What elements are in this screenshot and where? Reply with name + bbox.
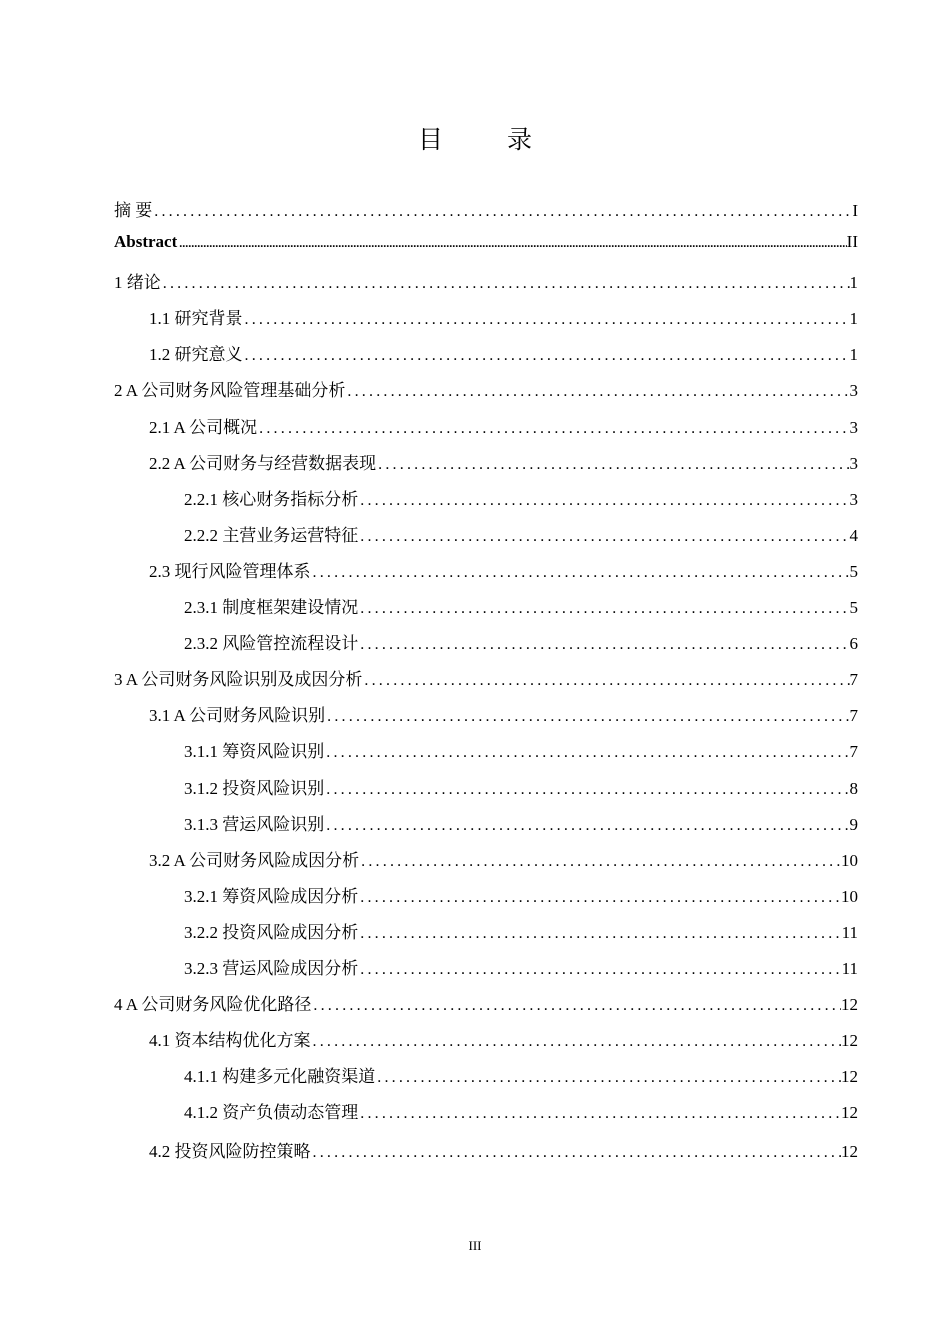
toc-entry-text: 2.2.1 核心财务指标分析 bbox=[184, 489, 359, 509]
toc-entry-text: 2.2 A 公司财务与经营数据表现 bbox=[149, 453, 377, 473]
toc-leader-dots bbox=[358, 889, 841, 907]
toc-leader-dots bbox=[359, 853, 841, 871]
toc-leader-dots bbox=[161, 275, 850, 293]
toc-entry-3-2-1[interactable] bbox=[114, 882, 858, 918]
toc-entry-2-2-1[interactable] bbox=[114, 485, 858, 521]
toc-entry-page: 7 bbox=[849, 742, 858, 762]
toc-leader-dots bbox=[375, 1069, 841, 1087]
toc-entry-text: 2.1 A 公司概况 bbox=[149, 417, 258, 437]
toc-leader-dots bbox=[345, 383, 849, 401]
toc-entry-page: 5 bbox=[849, 598, 858, 618]
toc-entry-page: 11 bbox=[841, 958, 858, 978]
toc-leader-dots bbox=[152, 203, 850, 221]
toc-entry-3-2-3[interactable] bbox=[114, 954, 858, 990]
toc-entry-page: 12 bbox=[841, 1067, 858, 1087]
toc-entry-4[interactable] bbox=[114, 990, 858, 1026]
toc-entry-text: 3.2.1 筹资风险成因分析 bbox=[184, 886, 359, 906]
toc-leader-dots bbox=[376, 456, 849, 474]
toc-entry-text: 4.1 资本结构优化方案 bbox=[149, 1031, 311, 1051]
toc-leader-dots bbox=[358, 600, 849, 618]
toc-entry-text: 3.2 A 公司财务风险成因分析 bbox=[149, 850, 360, 870]
toc-entry-page: 3 bbox=[849, 417, 858, 437]
page-number: III bbox=[468, 1238, 482, 1253]
toc-leader-dots bbox=[324, 781, 849, 799]
toc-entry-text: 4.1.1 构建多元化融资渠道 bbox=[184, 1067, 376, 1087]
toc-entry-page: 1 bbox=[849, 345, 858, 365]
toc-leader-dots bbox=[243, 347, 850, 365]
toc-entry-text: 摘 要 bbox=[114, 201, 153, 220]
toc-entry-2-3-2[interactable] bbox=[114, 629, 858, 665]
toc-leader-dots bbox=[358, 961, 841, 979]
toc-entry-1[interactable] bbox=[114, 268, 858, 304]
toc-entry-page: 8 bbox=[849, 778, 858, 798]
toc-entry-3-2[interactable] bbox=[114, 846, 858, 882]
toc-entry-text: 3.1 A 公司财务风险识别 bbox=[149, 706, 326, 726]
toc-entry-text: Abstract bbox=[114, 232, 178, 252]
toc-entry-text: 4.1.2 资产负债动态管理 bbox=[184, 1103, 359, 1123]
toc-entry-page: 12 bbox=[841, 1031, 858, 1051]
toc-entry-text: 1 绪论 bbox=[114, 273, 161, 293]
toc-leader-dots bbox=[358, 636, 849, 654]
toc-entry-4-1-2[interactable] bbox=[114, 1098, 858, 1134]
toc-leader-dots bbox=[311, 1144, 842, 1162]
toc-entry-text: 2.3.1 制度框架建设情况 bbox=[184, 598, 359, 618]
toc-entry-2-3[interactable] bbox=[114, 557, 858, 593]
toc-leader-dots bbox=[177, 236, 846, 251]
toc-leader-dots bbox=[311, 1033, 842, 1051]
toc-entry-text: 2.2.2 主营业务运营特征 bbox=[184, 525, 359, 545]
toc-entry-page: 7 bbox=[849, 706, 858, 726]
toc-entry-text: 3.1.3 营运风险识别 bbox=[184, 814, 325, 834]
toc-leader-dots bbox=[358, 1105, 841, 1123]
toc-leader-dots bbox=[324, 817, 849, 835]
toc-leader-dots bbox=[324, 744, 849, 762]
toc-entry-text: 1.1 研究背景 bbox=[149, 309, 243, 329]
toc-leader-dots bbox=[358, 492, 849, 510]
toc-leader-dots bbox=[358, 925, 841, 943]
toc-entry-3-1-3[interactable] bbox=[114, 810, 858, 846]
toc-entry-text: 2 A 公司财务风险管理基础分析 bbox=[114, 381, 346, 401]
toc-entry-text: 3.1.1 筹资风险识别 bbox=[184, 742, 325, 762]
toc-entry-4-1-1[interactable] bbox=[114, 1062, 858, 1098]
toc-entry-text: 4 A 公司财务风险优化路径 bbox=[114, 995, 312, 1015]
toc-entry-abstract-cn[interactable] bbox=[114, 196, 858, 232]
toc-entry-page: 9 bbox=[849, 814, 858, 834]
toc-entry-text: 4.2 投资风险防控策略 bbox=[149, 1142, 311, 1162]
toc-entry-2-1[interactable] bbox=[114, 413, 858, 449]
toc-leader-dots bbox=[257, 420, 849, 438]
toc-leader-dots bbox=[243, 311, 850, 329]
toc-entry-page: I bbox=[852, 201, 858, 220]
toc-entry-text: 3.2.2 投资风险成因分析 bbox=[184, 922, 359, 942]
toc-entry-3-1-2[interactable] bbox=[114, 774, 858, 810]
toc-entry-abstract-en[interactable] bbox=[114, 232, 858, 268]
toc-entry-text: 2.3.2 风险管控流程设计 bbox=[184, 634, 359, 654]
table-of-contents bbox=[114, 196, 858, 1174]
toc-entry-3-2-2[interactable] bbox=[114, 918, 858, 954]
toc-entry-page: 12 bbox=[841, 1103, 858, 1123]
toc-entry-text: 3 A 公司财务风险识别及成因分析 bbox=[114, 670, 363, 690]
toc-entry-text: 2.3 现行风险管理体系 bbox=[149, 561, 311, 581]
toc-entry-page: 1 bbox=[849, 273, 858, 293]
toc-entry-page: 3 bbox=[849, 489, 858, 509]
toc-leader-dots bbox=[362, 672, 849, 690]
toc-entry-page: 10 bbox=[841, 886, 858, 906]
toc-entry-page: 3 bbox=[849, 453, 858, 473]
toc-entry-1-2[interactable] bbox=[114, 340, 858, 376]
toc-entry-2[interactable] bbox=[114, 376, 858, 412]
toc-entry-3-1-1[interactable] bbox=[114, 737, 858, 773]
toc-entry-page: 12 bbox=[841, 995, 858, 1015]
toc-entry-1-1[interactable] bbox=[114, 304, 858, 340]
toc-entry-page: II bbox=[846, 232, 858, 252]
toc-entry-page: 1 bbox=[849, 309, 858, 329]
toc-leader-dots bbox=[311, 997, 841, 1015]
toc-entry-page: 12 bbox=[841, 1142, 858, 1162]
toc-entry-page: 4 bbox=[849, 525, 858, 545]
toc-entry-2-3-1[interactable] bbox=[114, 593, 858, 629]
page-title: 目 录 bbox=[418, 125, 560, 154]
toc-leader-dots bbox=[325, 708, 849, 726]
toc-entry-2-2-2[interactable] bbox=[114, 521, 858, 557]
toc-entry-page: 3 bbox=[849, 381, 858, 401]
toc-entry-text: 1.2 研究意义 bbox=[149, 345, 243, 365]
toc-entry-3[interactable] bbox=[114, 665, 858, 701]
toc-entry-text: 3.2.3 营运风险成因分析 bbox=[184, 958, 359, 978]
toc-entry-2-2[interactable] bbox=[114, 449, 858, 485]
toc-entry-4-2[interactable] bbox=[114, 1137, 858, 1173]
toc-entry-page: 7 bbox=[849, 670, 858, 690]
toc-entry-page: 11 bbox=[841, 922, 858, 942]
toc-entry-4-1[interactable] bbox=[114, 1026, 858, 1062]
toc-leader-dots bbox=[358, 528, 849, 546]
toc-entry-text: 3.1.2 投资风险识别 bbox=[184, 778, 325, 798]
toc-entry-page: 6 bbox=[849, 634, 858, 654]
toc-entry-page: 10 bbox=[841, 850, 858, 870]
toc-leader-dots bbox=[311, 564, 850, 582]
toc-entry-page: 5 bbox=[849, 561, 858, 581]
toc-entry-3-1[interactable] bbox=[114, 701, 858, 737]
